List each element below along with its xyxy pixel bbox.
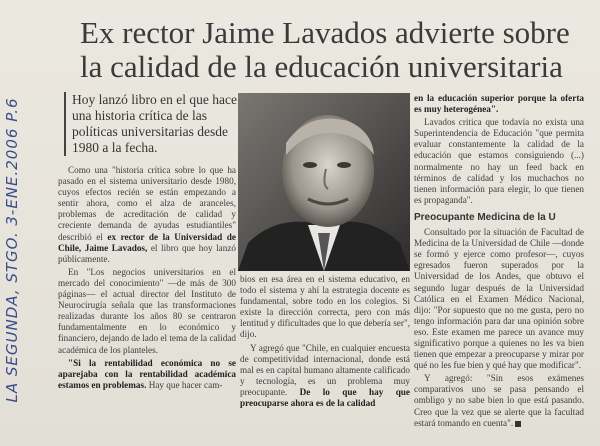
headline (80, 16, 580, 84)
lead-paragraph: Hoy lanzó libro en el que hace una historia crítica de las políticas universitarias desde 1980 a la fecha. (64, 92, 244, 156)
paragraph: En "Los negocios universitarios en el mercado del conocimiento" —de más de 300 páginas— el actual director del Instituto de Neurocirugía señala que las transformaciones realizadas durante los años 80 se centraron fundamentalmente en lo económico y financiero, dejando de lado el tema de la calidad académica de los planteles. (58, 266, 236, 355)
bold-text: en la educación superior porque la oferta es muy heterogénea". (414, 93, 584, 115)
headline-line-1: Ex rector Jaime Lavados advierte sobre (80, 15, 570, 50)
article-column-1 (58, 165, 236, 393)
paragraph (414, 93, 584, 115)
portrait-photo (238, 93, 410, 271)
subheading: Preocupante Medicina de la U (414, 211, 556, 223)
paragraph (240, 343, 410, 410)
paragraph: bios en esa área en el sistema educativo, en todo el sistema y ahí la estrategia docente es fundamental, sobre todo en los colegios. Si existe la dirección correcta, pero con más lentitud y dificultades que lo que debería ser", dijo. (240, 274, 410, 340)
stamp-text: LA SEGUNDA, STGO. 3-ENE.2006 P.6 (3, 97, 21, 403)
portrait-image (238, 93, 410, 271)
paragraph-text: Como una "historia crítica sobre lo que ha pasado en el sistema universitario desde 1980, cuyos efectos recién se están empezando a sentir ahora, como el alza de aranceles, problemas de acreditación de calidad y creciente demanda de ayudas estudiantiles" describió el (58, 165, 236, 242)
bold-text: ex rector de la Universidad de Chile, Jaime Lavados, (58, 231, 236, 253)
handwritten-source-stamp (2, 60, 22, 440)
article-column-3 (414, 93, 584, 431)
end-of-article-mark (515, 421, 521, 427)
paragraph (414, 373, 584, 428)
bold-text: "Si la rentabilidad económica no se aparejaba con la rentabilidad académica estamos en problemas. (58, 357, 236, 390)
paragraph-text: Y agregó que "Chile, en cualquier encuesta de competitividad internacional, donde está mal es en capital humano altamente calificado y tecnología, es un problema muy preocupante. (240, 342, 410, 397)
headline-line-2: la calidad de la educación universitaria (80, 49, 563, 84)
paragraph-text: Y agregó: "Sin esos exámenes comparativos uno se pasa pensando el ombligo y no sabe bien lo que está pasando. Creo que la vez que se alerte que la facultad estará tomando en cuenta". (414, 373, 584, 428)
paragraph-text: Hay que hacer cam- (148, 379, 223, 390)
paragraph: Lavados critica que todavía no exista una Superintendencia de Educación "que permita evaluar constantemente la calidad de la educación que estamos consiguiendo (...) normalmente no hay un feed back en términos de calidad y los muchachos no tienen información para elegir, lo que tienen es propaganda". (414, 117, 584, 205)
paragraph (58, 358, 236, 391)
paragraph-text: el libro que hoy lanzó públicamente. (58, 242, 236, 264)
paragraph (58, 165, 236, 265)
bold-text: De lo que hay que preocuparse ahora es de la calidad (240, 386, 410, 409)
article-column-2 (240, 274, 410, 411)
paragraph: Consultado por la situación de Facultad de Medicina de la Universidad de Chile —donde se formó y ejerce como profesor—, cuyos egresados fueron superados por la Universidad de los Andes, que obtuvo el segundo lugar después de la Universidad Católica en el Examen Médico Nacional, dijo: "Por supuesto que no me gusta, pero no tengo información para dar una opinión sobre eso. Este examen me parece un avance muy significativo porque a quienes no les va bien tienen que empezar a preocuparse y mirar por qué no les fue bien y qué hay que modificar". (414, 227, 584, 371)
